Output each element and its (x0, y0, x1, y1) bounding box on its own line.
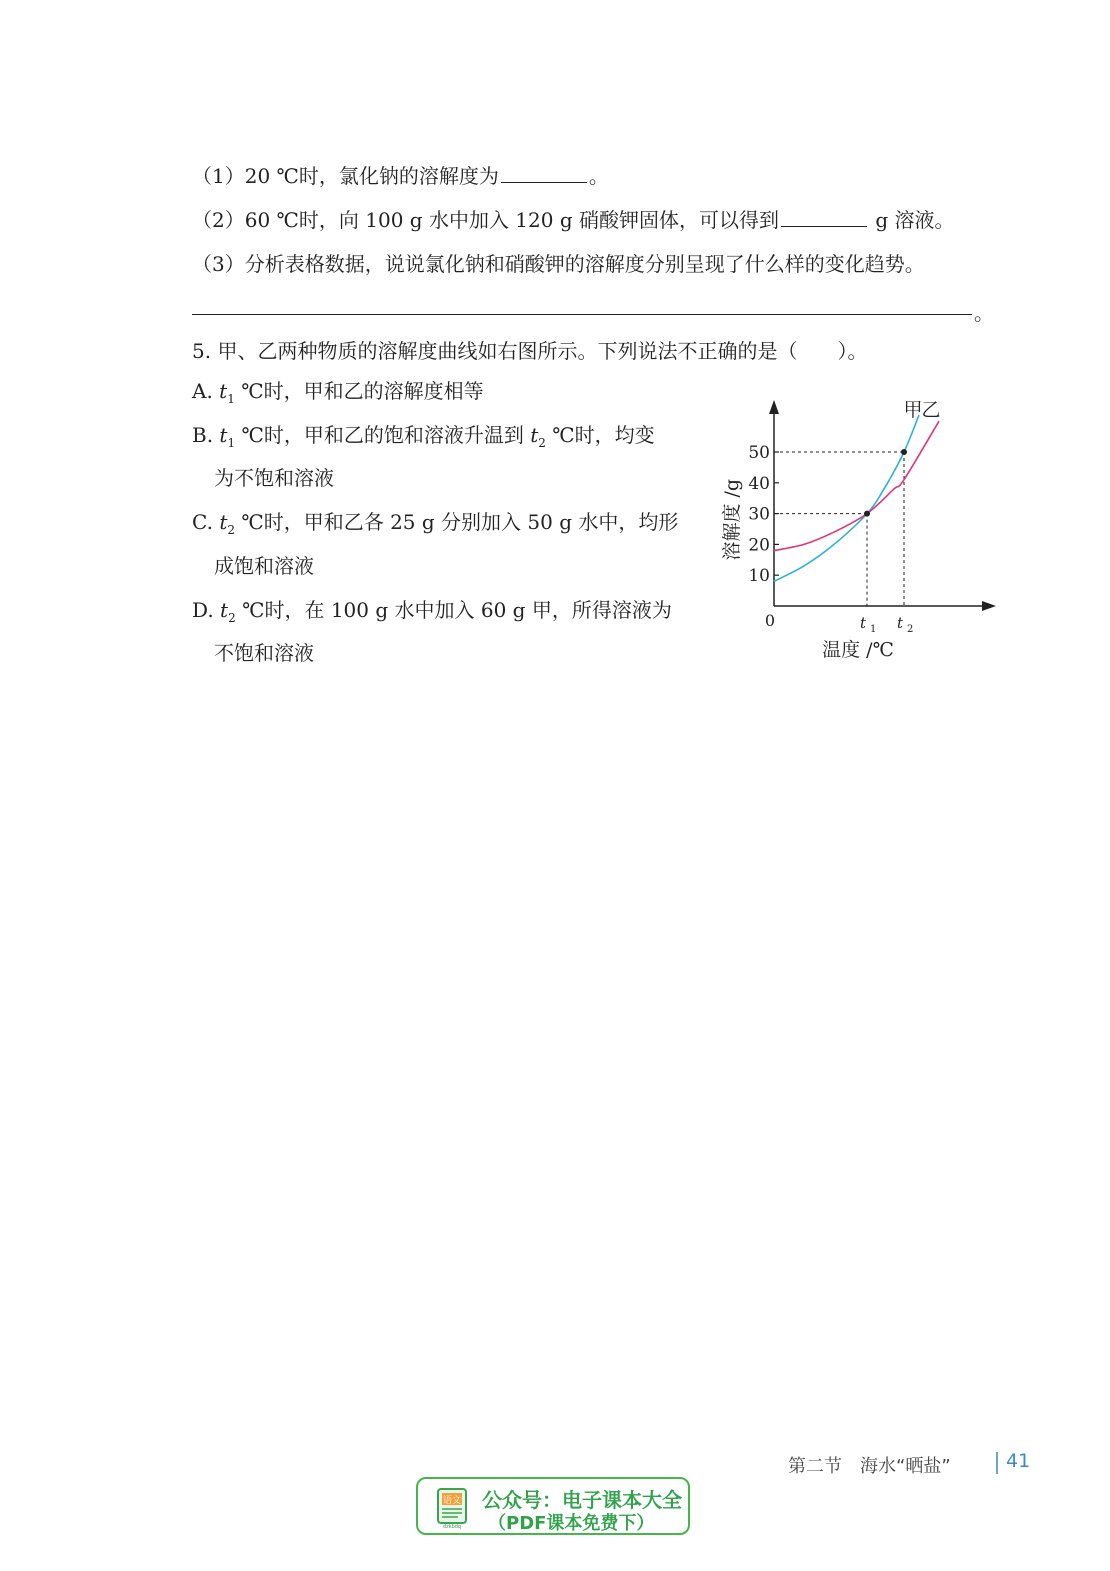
option-b-label: B. (192, 423, 214, 447)
option-b-t2: t (530, 423, 539, 447)
answer-blank-3-end: 。 (974, 301, 994, 325)
option-a-t: t (219, 379, 228, 403)
y-tick-label: 40 (748, 473, 770, 494)
book-icon-small-text: dzkbdq (442, 1524, 462, 1529)
answer-blank-1[interactable] (501, 162, 587, 183)
option-c-line2: 成饱和溶液 (214, 554, 314, 578)
option-a[interactable] (192, 377, 484, 413)
option-a-label: A. (192, 379, 213, 403)
question-3-text: （3）分析表格数据，说说氯化钠和硝酸钾的溶解度分别呈现了什么样的变化趋势。 (192, 252, 925, 276)
page-number: 41 (1006, 1450, 1031, 1472)
footer-section-title: 第二节 海水“晒盐” (788, 1456, 951, 1477)
marked-point-2 (901, 449, 907, 455)
question-2-text: （2）60 ℃时，向 100 g 水中加入 120 g 硝酸钾固体，可以得到 (192, 208, 780, 232)
answer-blank-3[interactable] (192, 300, 972, 315)
question-3 (192, 250, 925, 278)
question-5-stem: 5. 甲、乙两种物质的溶解度曲线如右图所示。下列说法不正确的是（ ）。 (192, 339, 868, 363)
option-b-line2: 为不饱和溶液 (214, 466, 334, 490)
question-2-end: g 溶液。 (869, 208, 955, 232)
curve-jia (774, 415, 919, 581)
x-tick-subscript: 2 (907, 624, 914, 635)
y-tick-label: 50 (748, 443, 770, 463)
option-b-text1: ℃时，甲和乙的饱和溶液升温到 (235, 423, 531, 447)
option-b-text2: ℃时，均变 (545, 423, 655, 447)
x-axis-title: 温度 /℃ (822, 639, 894, 661)
option-d-line2: 不饱和溶液 (214, 641, 314, 665)
legend-yi: 乙 (921, 399, 941, 421)
book-icon-label: 语文 (442, 1496, 462, 1506)
x-axis-arrow (982, 601, 996, 611)
badge-line-1: 公众号：电子课本大全 (482, 1488, 682, 1512)
question-2 (192, 206, 955, 234)
answer-blank-2[interactable] (781, 206, 867, 227)
question-1-end: 。 (588, 164, 609, 188)
solubility-chart (716, 392, 1006, 672)
option-b-t: t (219, 423, 228, 447)
option-b[interactable] (192, 421, 655, 457)
option-b-sub: 1 (227, 436, 236, 450)
book-icon (430, 1485, 474, 1529)
x-tick-label: t (859, 614, 867, 632)
option-c[interactable] (192, 508, 678, 544)
watermark-badge (416, 1477, 690, 1535)
badge-line-2: （PDF课本免费下） (488, 1513, 655, 1534)
option-d[interactable] (192, 596, 672, 632)
option-a-text: ℃时，甲和乙的溶解度相等 (234, 379, 484, 403)
origin-label: 0 (764, 611, 776, 630)
curve-yi (774, 421, 939, 550)
option-c-text: ℃时，甲和乙各 25 g 分别加入 50 g 水中，均形 (235, 510, 679, 534)
x-tick-label: t (896, 614, 904, 632)
option-c-sub: 2 (227, 523, 235, 537)
option-c-label: C. (192, 510, 213, 534)
question-1-text: （1）20 ℃时，氯化钠的溶解度为 (192, 164, 499, 188)
legend-jia: 甲 (903, 399, 923, 421)
y-tick-label: 30 (748, 504, 770, 525)
option-d-text: ℃时，在 100 g 水中加入 60 g 甲，所得溶液为 (235, 598, 672, 622)
footer-separator (996, 1452, 998, 1474)
x-tick-subscript: 1 (870, 624, 877, 635)
option-b-sub2: 2 (538, 436, 546, 450)
y-axis-arrow (769, 400, 779, 414)
marked-point-1 (864, 511, 870, 517)
option-d-label: D. (192, 598, 214, 622)
option-d-sub: 2 (228, 611, 236, 625)
option-c-t: t (219, 510, 228, 534)
y-tick-label: 20 (748, 535, 770, 556)
question-1 (192, 162, 609, 190)
option-a-sub: 1 (227, 392, 235, 406)
option-d-t: t (220, 598, 229, 622)
y-axis-title: 溶解度 /g (721, 478, 743, 561)
y-tick-label: 10 (748, 566, 770, 587)
